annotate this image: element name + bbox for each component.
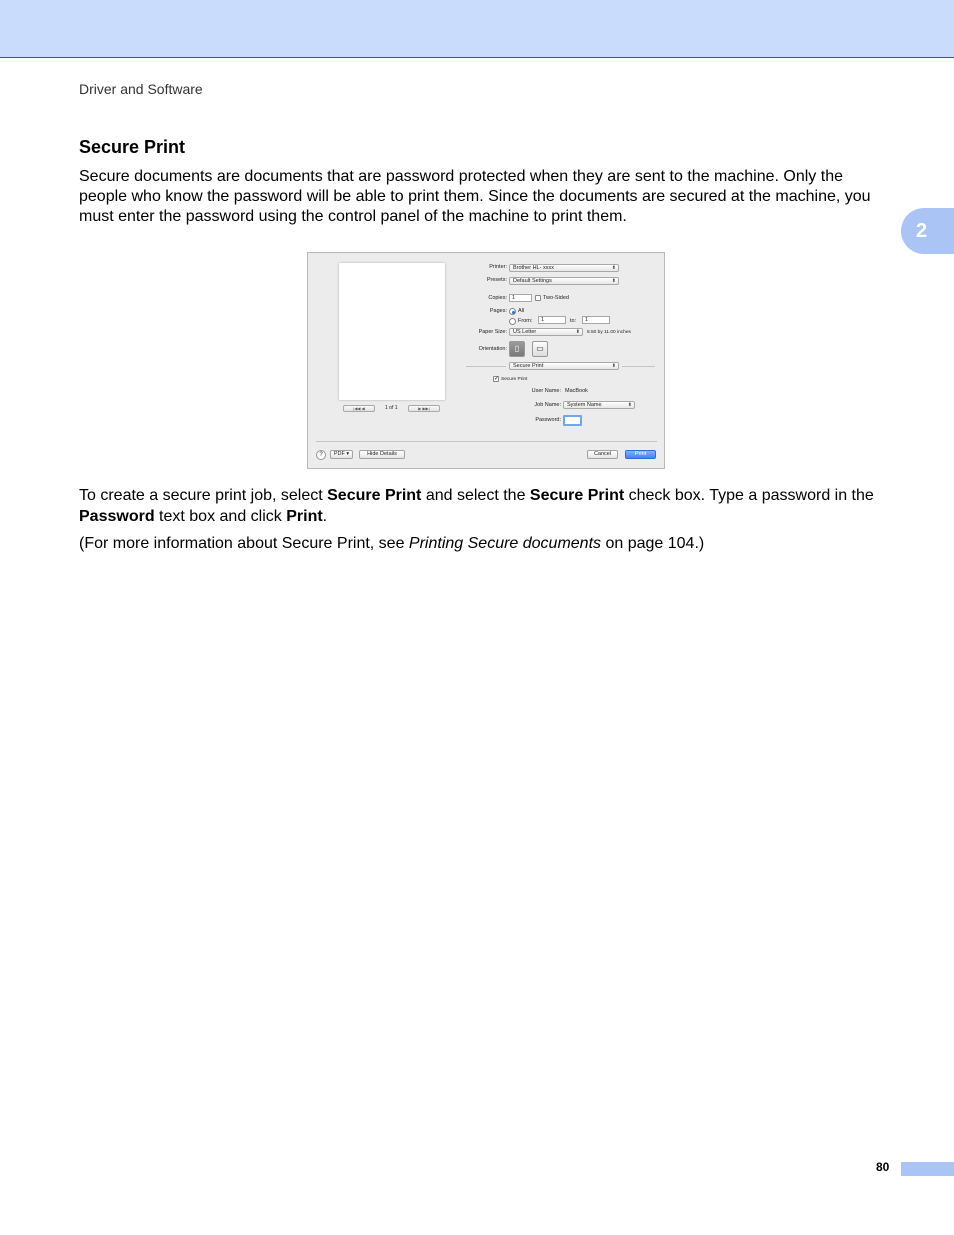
reference-text: (For more information about Secure Print, see (79, 535, 409, 552)
secure-print-checkbox[interactable]: ✓ (494, 376, 500, 382)
top-header-band (0, 0, 954, 58)
chevron-down-icon: ▾ (346, 451, 350, 457)
two-sided-checkbox[interactable] (535, 295, 541, 301)
page-number-bar (901, 1162, 954, 1176)
running-head: Driver and Software (79, 81, 203, 97)
printer-label: Printer: (489, 264, 507, 270)
print-button[interactable]: Print (625, 450, 656, 459)
job-name-label: Job Name: (534, 402, 561, 408)
preview-page-count: 1 of 1 (385, 405, 398, 411)
print-term: Print (286, 508, 323, 525)
instruction-text: check box. Type a password in the (624, 487, 874, 504)
instruction-text: text box and click (154, 508, 287, 525)
popup-arrow-icon: ⬍ (611, 265, 616, 271)
pages-from-label: From: (518, 318, 533, 324)
pages-label: Pages: (489, 308, 507, 314)
portrait-orientation-icon[interactable]: ▯ (509, 341, 525, 357)
instruction-text: To create a secure print job, select (79, 487, 328, 504)
paper-size-select[interactable]: US Letter ⬍ (509, 328, 583, 336)
copies-label: Copies: (488, 295, 507, 301)
secure-print-term: Secure Print (529, 487, 625, 504)
paper-dimensions: 8.50 by 11.00 inches (587, 330, 631, 335)
footer-separator (316, 441, 657, 442)
section-select[interactable]: Secure Print ⬍ (509, 362, 619, 370)
preview-nav-forward-button[interactable]: ▶ ▶▶| (408, 405, 440, 412)
secure-print-term: Secure Print (327, 487, 422, 504)
popup-arrow-icon: ⬍ (627, 402, 632, 408)
pdf-button[interactable]: PDF ▾ (330, 450, 353, 459)
two-sided-label: Two-Sided (543, 295, 569, 301)
instruction-text: . (322, 508, 328, 525)
password-field[interactable] (563, 415, 582, 426)
orientation-label: Orientation: (478, 346, 507, 352)
instruction-text: and select the (421, 487, 530, 504)
user-name-value: MacBook (565, 388, 588, 394)
instructions-paragraph (79, 485, 894, 527)
page-preview (339, 263, 445, 400)
help-icon[interactable]: ? (316, 450, 326, 460)
print-dialog-screenshot (307, 252, 665, 469)
popup-arrow-icon: ⬍ (575, 329, 580, 335)
section-separator-left (466, 366, 506, 367)
intro-paragraph: Secure documents are documents that are password protected when they are sent to the machine. Only the people who know the password will be able to print them. Since the documents are secured at the machine, you must enter the password using the control panel of the machine to print them. (79, 168, 871, 225)
presets-label: Presets: (486, 277, 507, 283)
secure-print-checkbox-label: Secure Print (501, 377, 528, 382)
paper-size-label: Paper Size: (478, 329, 507, 335)
chapter-tab: 2 (901, 208, 954, 254)
password-label: Password: (535, 417, 561, 423)
user-name-label: User Name: (531, 388, 561, 394)
from-field[interactable]: 1 (538, 316, 566, 324)
popup-arrow-icon: ⬍ (611, 278, 616, 284)
pages-to-label: to: (570, 318, 577, 324)
pages-from-radio[interactable] (509, 318, 516, 325)
preview-nav-back-button[interactable]: |◀◀ ◀ (343, 405, 375, 412)
cancel-button[interactable]: Cancel (587, 450, 618, 459)
section-heading: Secure Print (79, 137, 186, 157)
copies-field[interactable]: 1 (509, 294, 532, 302)
password-term: Password (79, 508, 155, 525)
presets-select[interactable]: Default Settings ⬍ (509, 277, 619, 285)
reference-text: on page 104.) (601, 535, 705, 552)
hide-details-button[interactable]: Hide Details (359, 450, 405, 459)
page-number: 80 (876, 1160, 890, 1174)
reference-paragraph (79, 534, 894, 554)
cross-reference-link[interactable]: Printing Secure documents (408, 535, 602, 552)
to-field[interactable]: 1 (582, 316, 610, 324)
popup-arrow-icon: ⬍ (611, 363, 616, 369)
printer-select[interactable]: Brother HL- xxxx ⬍ (509, 264, 619, 272)
job-name-select[interactable]: System Name ⬍ (563, 401, 635, 409)
section-separator-right (622, 366, 655, 367)
landscape-orientation-icon[interactable]: ▭ (532, 341, 548, 357)
pages-all-radio[interactable] (509, 308, 516, 315)
pages-all-label: All (518, 308, 525, 314)
